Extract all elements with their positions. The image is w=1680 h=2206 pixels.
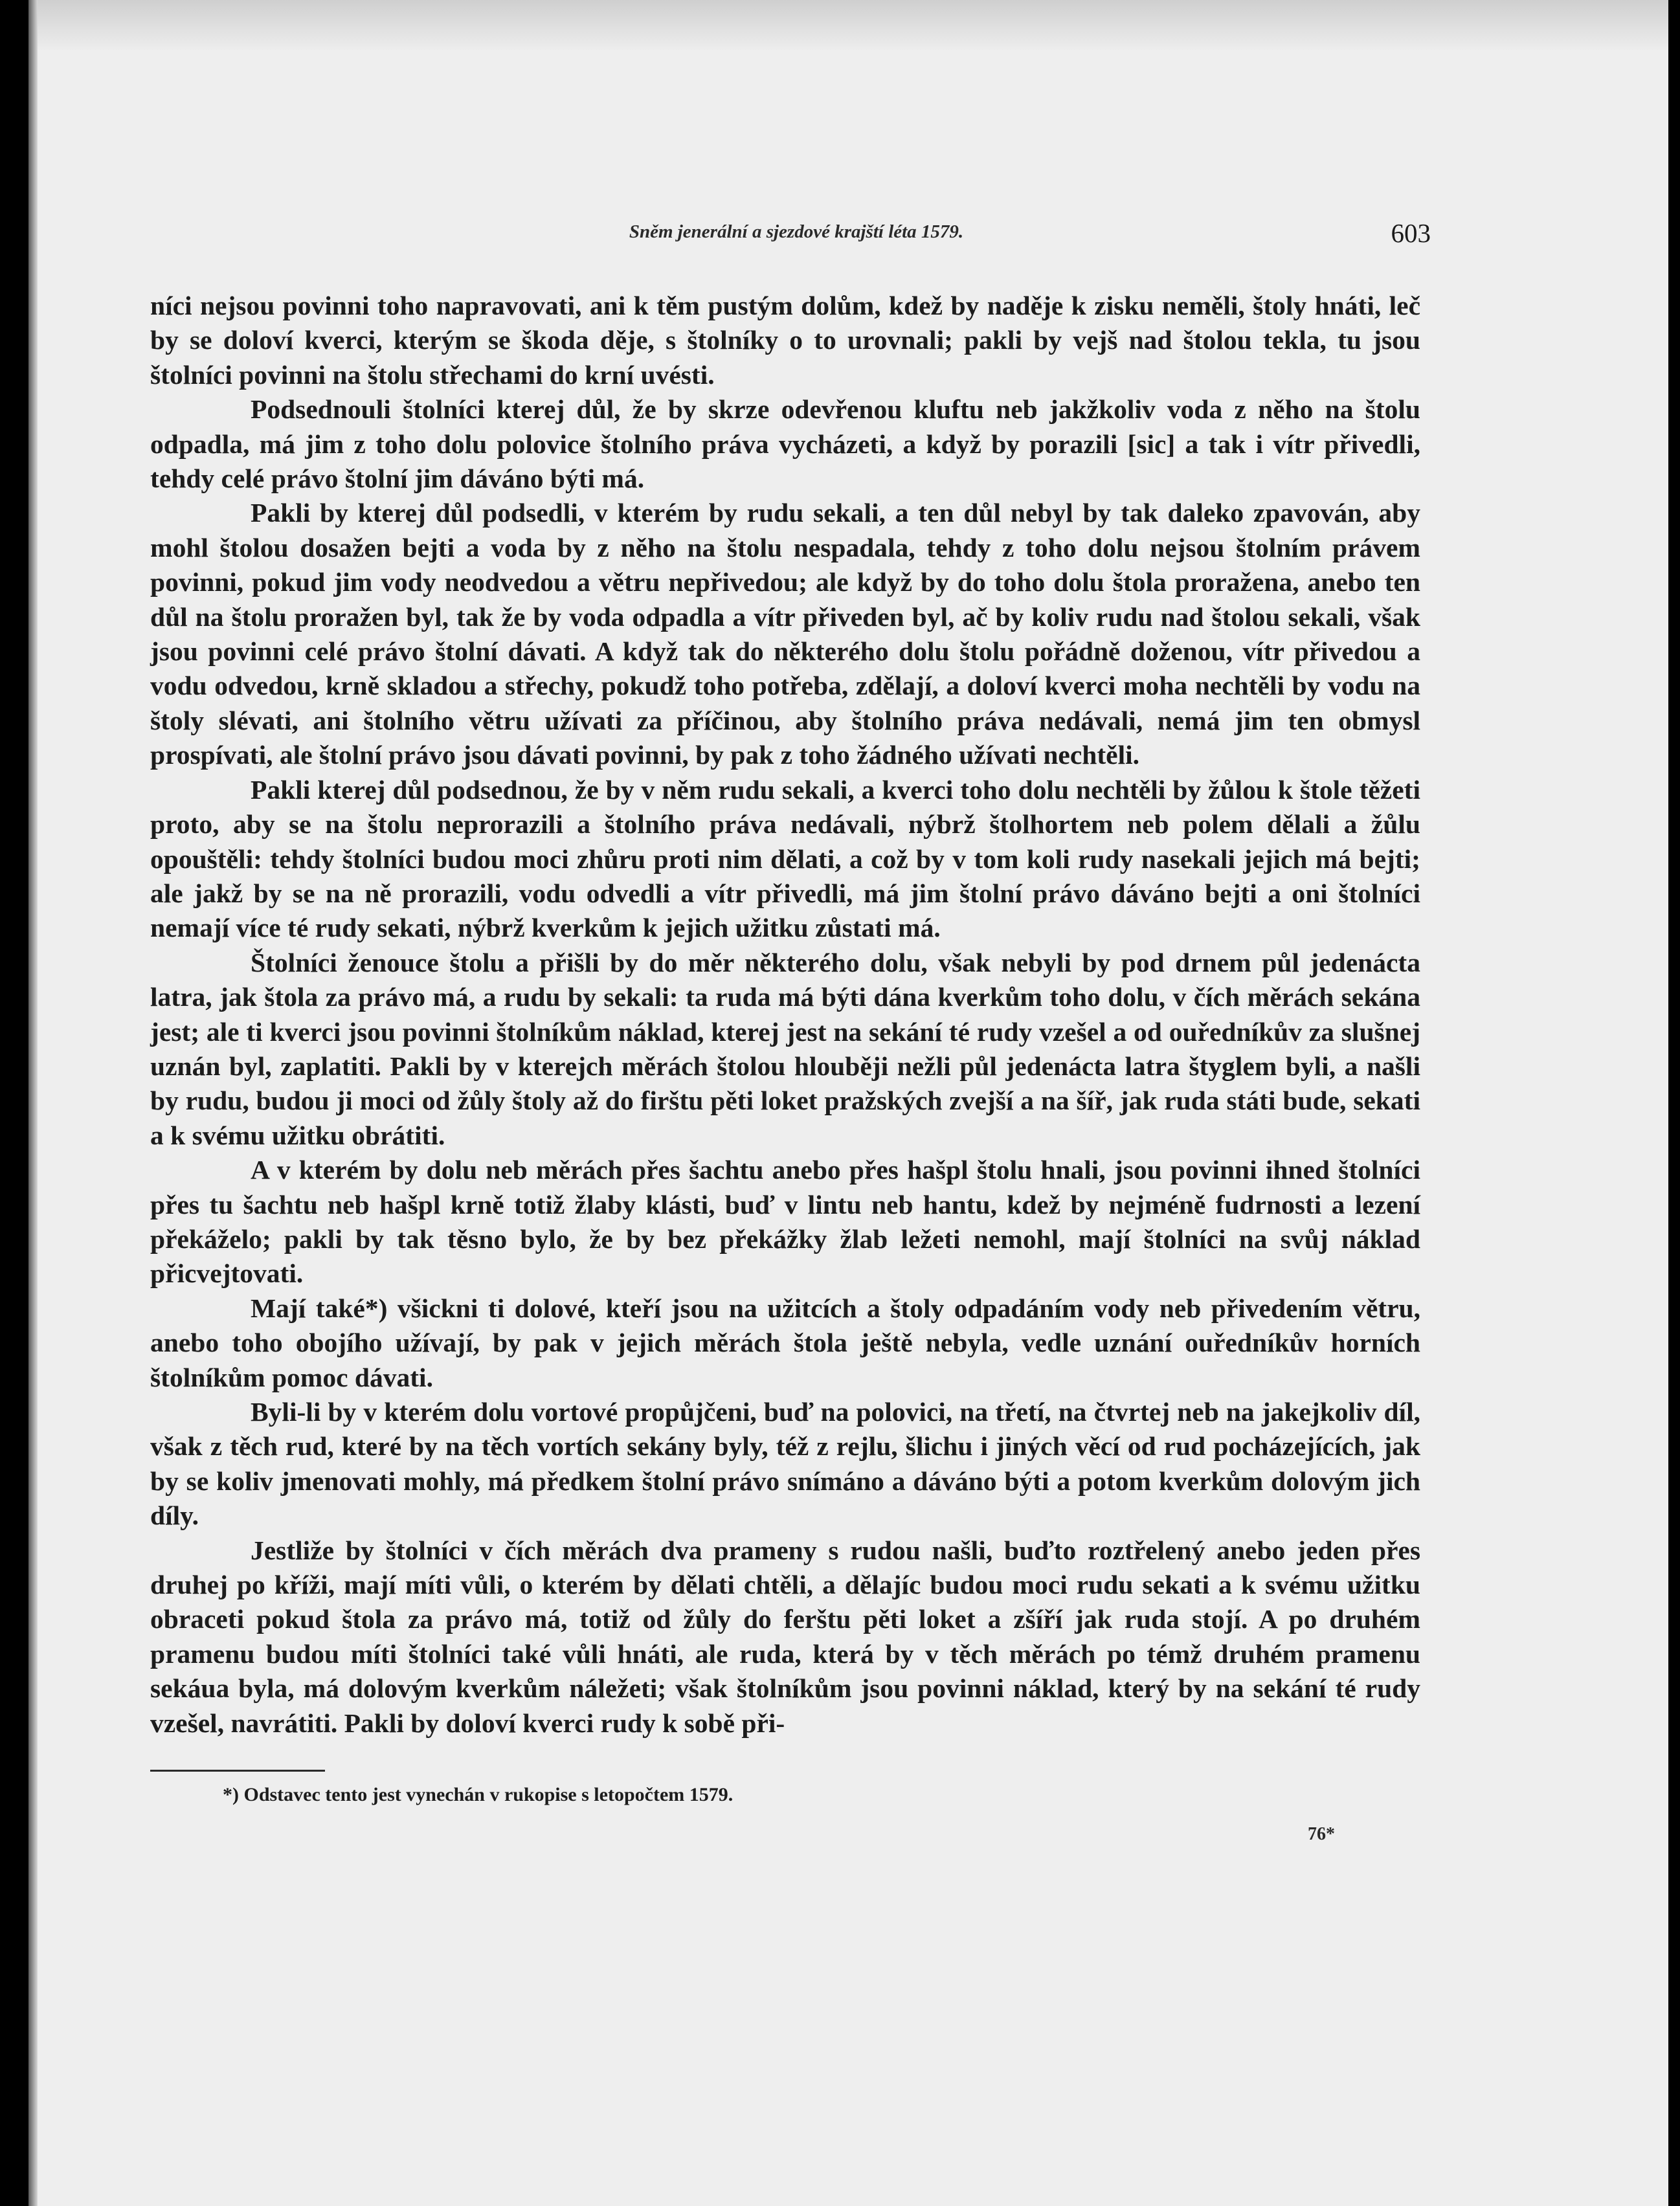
paragraph: Pakli by kterej důl podsedli, v kterém by rudu sekali, a ten důl nebyl by tak daleko zpavován, aby mohl štolou dosažen bejti a voda by z něho na štolu nespadala, tehdy z toho dolu nejsou štolním právem povinni, pokud jim vody neodvedou a větru nepřivedou; ale když by do toho dolu štola proražena, anebo ten důl na štolu proražen byl, tak že by voda odpadla a vítr přiveden byl, ač by koliv rudu nad štolou sekali, však jsou povinni celé právo štolní dávati. A když tak do některého dolu štolu pořádně doženou, vítr přivedou a vodu odvedou, krně skladou a střechy, pokudž toho potřeba, zdělají, a doloví kverci moha nechtěli by vodu na štoly slévati, ani štolního větru užívati za příčinou, aby štolního práva nedávali, nemá jim ten obmysl prospívati, ale štolní právo jsou dávati povinni, by pak z toho žádného užívati nechtěli. [150,498,1420,770]
printer-signature-mark: 76* [1308,1824,1335,1844]
footnote-separator [150,1770,325,1772]
main-text-block [150,289,1420,1741]
page-gutter-edge [28,0,38,2206]
paragraph: Jestliže by štolníci v čích měrách dva prameny s rudou našli, buďto roztřelený anebo jeden přes druhej po kříži, mají míti vůli, o kterém by dělati chtěli, a dělajíc budou moci rudu sekati a k svému užitku obraceti pokud štola za právo má, totiž od žůly do ferštu pěti loket a zšíří jak ruda stojí. A po druhém pramenu budou míti štolníci také vůli hnáti, ale ruda, která by v těch měrách po témž druhém pramenu sekáua byla, má dolovým kverkům náležeti; však štolníkům jsou povinni náklad, který by na sekání té rudy vzešel, navrátiti. Pakli by doloví kverci rudy k sobě při- [150,1535,1420,1738]
paragraph: Pakli kterej důl podsednou, že by v něm rudu sekali, a kverci toho dolu nechtěli by žůlou k štole těžeti proto, aby se na štolu neprorazili a štolního práva nedávali, nýbrž štolhortem neb polem dělali a žůlu opouštěli: tehdy štolníci budou moci zhůru proti nim dělati, a což by v tom koli rudy nasekali jejich má bejti; ale jakž by se na ně prorazili, vodu odvedli a vítr přivedli, má jim štolní právo dáváno bejti a oni štolníci nemají více té rudy sekati, nýbrž kverkům k jejich užitku zůstati má. [150,774,1420,943]
paragraph: Podsednouli štolníci kterej důl, že by skrze odevřenou kluftu neb jakžkoliv voda z něho na štolu odpadla, má jim z toho dolu polovice štolního práva vycházeti, a když by porazili [sic] a tak i vítr přivedli, tehdy celé právo štolní jim dáváno býti má. [150,394,1420,494]
paragraph: A v kterém by dolu neb měrách přes šachtu anebo přes hašpl štolu hnali, jsou povinni ihned štolníci přes tu šachtu neb hašpl krně totiž žlaby klásti, buď v lintu neb hantu, kdež by nejméně fudrnosti a lezení překáželo; pakli by tak těsno bylo, že by bez překážky žlab ležeti nemohl, mají štolníci na svůj náklad přicvejtovati. [150,1155,1420,1289]
page-number: 603 [1391,218,1431,248]
paragraph: Byli-li by v kterém dolu vortové propůjčeni, buď na polovici, na třetí, na čtvrtej neb na jakejkoliv díl, však z těch rud, které by na těch vortích sekány byly, též z rejlu, šlichu i jiných věcí od rud pocházejících, jak by se koliv jmenovati mohly, má předkem štolní právo snímáno a dáváno býti a potom kverkům dolovým jich díly. [150,1397,1420,1531]
page-top-shadow [38,0,1668,52]
paragraph: Mají také*) všickni ti dolové, kteří jsou na užitcích a štoly odpadáním vody neb přivedením větru, anebo toho obojího užívají, by pak v jejich měrách štola ještě nebyla, vedle uznání ouředníkův horních štolníkům pomoc dávati. [150,1293,1420,1392]
running-header-title: Sněm jenerální a sjezdové krajští léta 1579. [629,221,964,242]
paragraph: Štolníci ženouce štolu a přišli by do měr některého dolu, však nebyli by pod drnem půl jedenácta latra, jak štola za právo má, a rudu by sekali: ta ruda má býti dána kverkům toho dolu, v čích měrách sekána jest; ale ti kverci jsou povinni štolníkům náklad, kterej jest na sekání té rudy vzešel a od ouředníkův za slušnej uznán byl, zaplatiti. Pakli by v kterejch měrách štolou hlouběji nežli půl jedenácta latra štyglem byli, a našli by rudu, budou ji moci od žůly štoly až do firštu pěti loket pražských zvejší a na šíř, jak ruda státi bude, sekati a k svému užitku obrátiti. [150,947,1420,1150]
footnote: *) Odstavec tento jest vynechán v rukopise s letopočtem 1579. [223,1784,734,1805]
book-spine-shadow [0,0,28,2206]
scan-right-border [1668,0,1680,2206]
paragraph-continuation: níci nejsou povinni toho napravovati, ani k těm pustým dolům, kdež by naděje k zisku neměli, štoly hnáti, leč by se doloví kverci, kterým se škoda děje, s štolníky o to urovnali; pakli by vejš nad štolou tekla, tu jsou štolníci povinni na štolu střechami do krní uvésti. [150,291,1420,390]
